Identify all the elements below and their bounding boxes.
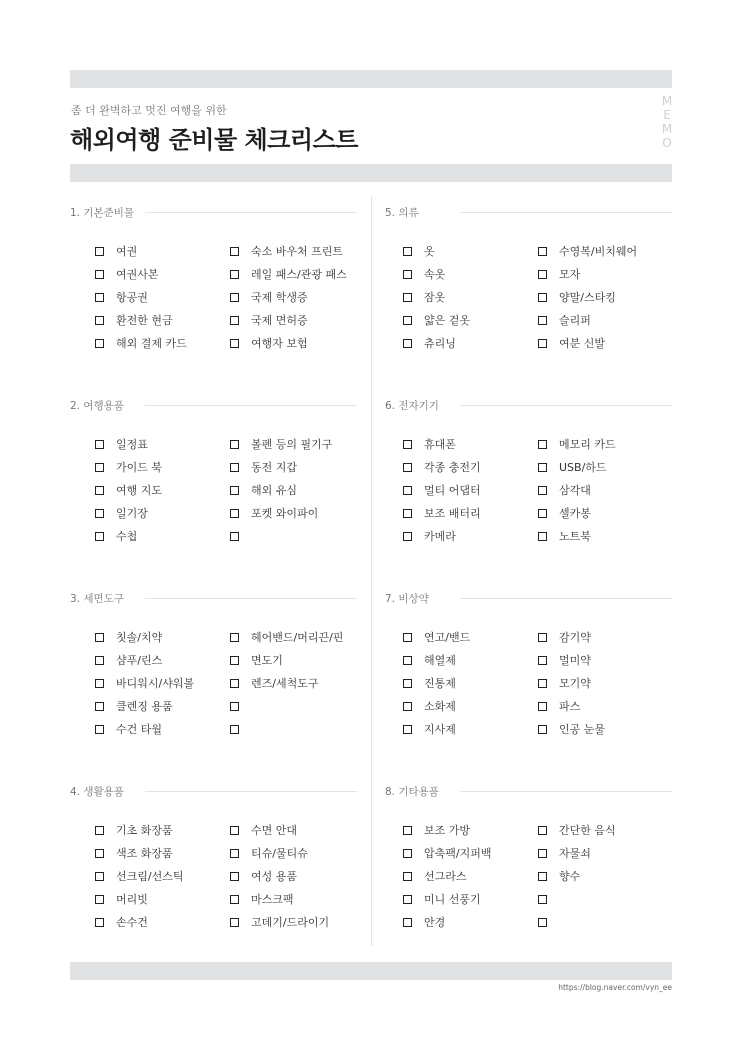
item-label: 인공 눈물 (559, 723, 606, 736)
checklist-item[interactable] (538, 528, 591, 544)
checklist-item[interactable] (403, 629, 470, 645)
item-label: 속옷 (424, 268, 446, 281)
checkbox[interactable] (95, 486, 104, 495)
header-bottom-bar (70, 164, 672, 182)
checkbox[interactable] (95, 702, 104, 711)
checkbox[interactable] (403, 532, 412, 541)
top-bar (70, 70, 672, 88)
checkbox[interactable] (230, 532, 239, 541)
section-3 (70, 593, 357, 778)
checkbox[interactable] (230, 270, 239, 279)
item-label: 얇은 겉옷 (424, 314, 471, 327)
checklist-item[interactable] (538, 312, 591, 328)
checklist-item[interactable] (538, 868, 580, 884)
checklist-item[interactable] (230, 505, 318, 521)
checklist-item[interactable] (538, 459, 607, 475)
item-label: 수건 타월 (116, 723, 163, 736)
item-label: 헤어밴드/머리끈/핀 (251, 631, 344, 644)
checkbox[interactable] (230, 725, 239, 734)
checkbox[interactable] (95, 463, 104, 472)
checkbox[interactable] (538, 872, 547, 881)
checklist-item[interactable] (95, 698, 173, 714)
item-label: 볼펜 등의 필기구 (251, 438, 333, 451)
item-label: 해외 결제 카드 (116, 337, 187, 350)
item-label: 포켓 와이파이 (251, 507, 319, 520)
item-label: 멀티 어댑터 (424, 484, 481, 497)
item-label: 지사제 (424, 723, 456, 736)
checkbox[interactable] (230, 679, 239, 688)
checklist-item[interactable] (230, 436, 332, 452)
checklist-item[interactable] (95, 436, 148, 452)
section-title: 1. 기본준비물 (70, 205, 144, 220)
checklist-item[interactable] (230, 675, 318, 691)
checkbox[interactable] (403, 872, 412, 881)
checkbox[interactable] (403, 849, 412, 858)
checkbox[interactable] (538, 633, 547, 642)
item-label: 자물쇠 (559, 847, 591, 860)
checkbox[interactable] (403, 826, 412, 835)
item-label: 머리빗 (116, 893, 148, 906)
item-label: 레일 패스/관광 패스 (251, 268, 347, 281)
section-7 (385, 593, 672, 778)
checklist-item[interactable] (95, 482, 162, 498)
checkbox[interactable] (230, 849, 239, 858)
checklist-item[interactable] (95, 528, 137, 544)
checkbox[interactable] (538, 725, 547, 734)
checklist-item[interactable] (95, 721, 162, 737)
checkbox[interactable] (538, 509, 547, 518)
checkbox[interactable] (538, 702, 547, 711)
memo-letter: M (661, 122, 673, 136)
checkbox[interactable] (538, 826, 547, 835)
section-rule (145, 791, 357, 792)
item-label: 잠옷 (424, 291, 446, 304)
item-label: 마스크팩 (251, 893, 294, 906)
item-label: USB/하드 (559, 461, 607, 474)
section-1 (70, 207, 357, 392)
checklist-item[interactable] (95, 312, 173, 328)
section-rule (460, 212, 672, 213)
item-label: 티슈/물티슈 (251, 847, 308, 860)
checkbox[interactable] (230, 633, 239, 642)
item-label: 수면 안대 (251, 824, 298, 837)
item-label: 옷 (424, 245, 435, 258)
checklist-item[interactable] (403, 266, 445, 282)
checklist-item[interactable] (230, 822, 297, 838)
checkbox[interactable] (538, 316, 547, 325)
checkbox[interactable] (95, 440, 104, 449)
item-label: 샴푸/린스 (116, 654, 163, 667)
checkbox[interactable] (230, 656, 239, 665)
checkbox[interactable] (230, 247, 239, 256)
item-label: 면도기 (251, 654, 283, 667)
checklist-item[interactable] (403, 243, 435, 259)
section-title: 3. 세면도구 (70, 591, 134, 606)
checklist-item[interactable] (230, 721, 251, 737)
checklist-item[interactable] (538, 266, 580, 282)
checkbox[interactable] (403, 270, 412, 279)
checklist-item[interactable] (403, 335, 456, 351)
checkbox[interactable] (230, 339, 239, 348)
checklist-item[interactable] (230, 266, 347, 282)
checklist-item[interactable] (538, 721, 605, 737)
checklist-item[interactable] (230, 652, 283, 668)
checkbox[interactable] (403, 293, 412, 302)
item-label: 삼각대 (559, 484, 591, 497)
item-label: 미니 선풍기 (424, 893, 481, 906)
item-label: 렌즈/세척도구 (251, 677, 319, 690)
item-label: 노트북 (559, 530, 591, 543)
checkbox[interactable] (230, 486, 239, 495)
item-label: 손수건 (116, 916, 148, 929)
item-label: 여권 (116, 245, 138, 258)
checkbox[interactable] (230, 826, 239, 835)
checklist-item[interactable] (538, 652, 591, 668)
checkbox[interactable] (403, 463, 412, 472)
checklist-item[interactable] (538, 482, 591, 498)
item-label: 숙소 바우처 프린트 (251, 245, 344, 258)
checklist-item[interactable] (538, 243, 637, 259)
checklist-item[interactable] (403, 845, 491, 861)
checklist-item[interactable] (403, 914, 445, 930)
checkbox[interactable] (95, 895, 104, 904)
section-5 (385, 207, 672, 392)
item-label: 항공권 (116, 291, 148, 304)
memo-label (660, 94, 674, 150)
checklist-item[interactable] (230, 459, 297, 475)
checklist-item[interactable] (230, 629, 343, 645)
checklist-item[interactable] (95, 652, 162, 668)
item-label: 해외 유심 (251, 484, 298, 497)
item-label: 해열제 (424, 654, 456, 667)
item-label: 여분 신발 (559, 337, 606, 350)
checkbox[interactable] (403, 702, 412, 711)
item-label: 동전 지갑 (251, 461, 298, 474)
checklist-item[interactable] (95, 266, 159, 282)
checkbox[interactable] (403, 316, 412, 325)
item-label: 선그라스 (424, 870, 467, 883)
checklist-item[interactable] (403, 721, 456, 737)
checkbox[interactable] (538, 463, 547, 472)
section-2 (70, 400, 357, 585)
checklist-item[interactable] (538, 335, 605, 351)
section-rule (460, 598, 672, 599)
item-label: 보조 배터리 (424, 507, 481, 520)
item-label: 감기약 (559, 631, 591, 644)
item-label: 양말/스타킹 (559, 291, 616, 304)
item-label: 안경 (424, 916, 446, 929)
checkbox[interactable] (403, 339, 412, 348)
item-label: 각종 충전기 (424, 461, 481, 474)
checklist-item[interactable] (403, 482, 481, 498)
section-title: 4. 생활용품 (70, 784, 134, 799)
checkbox[interactable] (403, 895, 412, 904)
item-label: 국제 학생증 (251, 291, 308, 304)
item-label: 멀미약 (559, 654, 591, 667)
checkbox[interactable] (538, 679, 547, 688)
checklist-item[interactable] (230, 891, 294, 907)
checkbox[interactable] (95, 849, 104, 858)
checkbox[interactable] (95, 339, 104, 348)
checkbox[interactable] (538, 656, 547, 665)
checklist-item[interactable] (403, 822, 470, 838)
checklist-item[interactable] (538, 629, 591, 645)
checklist-item[interactable] (538, 505, 591, 521)
checkbox[interactable] (403, 918, 412, 927)
checkbox[interactable] (538, 895, 547, 904)
checkbox[interactable] (230, 918, 239, 927)
page-title: 해외여행 준비물 체크리스트 (70, 126, 358, 154)
checklist-item[interactable] (538, 822, 616, 838)
section-title: 7. 비상약 (385, 591, 439, 606)
item-label: 휴대폰 (424, 438, 456, 451)
item-label: 향수 (559, 870, 581, 883)
section-4 (70, 786, 357, 971)
checklist-item[interactable] (403, 868, 467, 884)
item-label: 여행자 보험 (251, 337, 308, 350)
checkbox[interactable] (538, 849, 547, 858)
section-rule (145, 598, 357, 599)
checkbox[interactable] (538, 440, 547, 449)
item-label: 모자 (559, 268, 581, 281)
checkbox[interactable] (95, 725, 104, 734)
checklist-item[interactable] (95, 459, 162, 475)
section-rule (460, 791, 672, 792)
checklist-item[interactable] (95, 914, 148, 930)
checkbox[interactable] (538, 339, 547, 348)
checkbox[interactable] (538, 293, 547, 302)
item-label: 바디워시/샤워볼 (116, 677, 195, 690)
item-label: 보조 가방 (424, 824, 471, 837)
section-title: 8. 기타용품 (385, 784, 449, 799)
checkbox[interactable] (95, 918, 104, 927)
checklist-item[interactable] (230, 845, 308, 861)
checklist-item[interactable] (538, 891, 559, 907)
checklist-item[interactable] (538, 289, 616, 305)
section-title: 6. 전자기기 (385, 398, 449, 413)
memo-letter: O (662, 136, 672, 150)
checklist-item[interactable] (403, 505, 481, 521)
item-label: 일기장 (116, 507, 148, 520)
item-label: 클렌징 용품 (116, 700, 173, 713)
checkbox[interactable] (230, 872, 239, 881)
checkbox[interactable] (95, 316, 104, 325)
item-label: 색조 화장품 (116, 847, 173, 860)
checkbox[interactable] (95, 826, 104, 835)
item-label: 모기약 (559, 677, 591, 690)
item-label: 수첩 (116, 530, 138, 543)
checklist-item[interactable] (538, 914, 559, 930)
checkbox[interactable] (95, 679, 104, 688)
section-6 (385, 400, 672, 585)
checkbox[interactable] (403, 247, 412, 256)
section-rule (145, 212, 357, 213)
checkbox[interactable] (230, 509, 239, 518)
checklist-item[interactable] (403, 289, 445, 305)
checklist-item[interactable] (230, 335, 308, 351)
item-label: 환전한 현금 (116, 314, 173, 327)
checkbox[interactable] (95, 247, 104, 256)
bottom-bar (70, 962, 672, 980)
checklist-item[interactable] (403, 891, 481, 907)
checklist-item[interactable] (403, 675, 456, 691)
checklist-item[interactable] (95, 629, 162, 645)
checklist-item[interactable] (538, 436, 616, 452)
checkbox[interactable] (403, 509, 412, 518)
item-label: 파스 (559, 700, 581, 713)
section-rule (460, 405, 672, 406)
section-title: 2. 여행용품 (70, 398, 134, 413)
item-label: 일정표 (116, 438, 148, 451)
checklist-item[interactable] (95, 891, 148, 907)
item-label: 츄리닝 (424, 337, 456, 350)
checkbox[interactable] (403, 633, 412, 642)
checklist-item[interactable] (538, 698, 580, 714)
item-label: 여권사본 (116, 268, 159, 281)
checkbox[interactable] (230, 316, 239, 325)
checkbox[interactable] (230, 895, 239, 904)
checkbox[interactable] (95, 872, 104, 881)
checklist-item[interactable] (95, 335, 187, 351)
footer-url: https://blog.naver.com/vyn_ee (558, 983, 672, 992)
item-label: 압축팩/지퍼백 (424, 847, 492, 860)
item-label: 수영복/비치웨어 (559, 245, 638, 258)
item-label: 여행 지도 (116, 484, 163, 497)
memo-letter: E (663, 108, 671, 122)
item-label: 소화제 (424, 700, 456, 713)
item-label: 국제 면허증 (251, 314, 308, 327)
checklist-item[interactable] (230, 312, 308, 328)
checklist-item[interactable] (95, 675, 194, 691)
item-label: 셀카봉 (559, 507, 591, 520)
checklist-item[interactable] (403, 528, 456, 544)
checkbox[interactable] (538, 486, 547, 495)
checkbox[interactable] (538, 270, 547, 279)
checklist-item[interactable] (403, 436, 456, 452)
item-label: 카메라 (424, 530, 456, 543)
checkbox[interactable] (403, 440, 412, 449)
checkbox[interactable] (403, 679, 412, 688)
item-label: 간단한 음식 (559, 824, 616, 837)
item-label: 여성 용품 (251, 870, 298, 883)
checklist-item[interactable] (95, 868, 183, 884)
item-label: 진통제 (424, 677, 456, 690)
checklist-item[interactable] (95, 845, 173, 861)
column-divider (371, 196, 372, 946)
checkbox[interactable] (538, 247, 547, 256)
checkbox[interactable] (403, 486, 412, 495)
item-label: 선크림/선스틱 (116, 870, 184, 883)
checklist-item[interactable] (95, 243, 137, 259)
checkbox[interactable] (230, 702, 239, 711)
item-label: 연고/밴드 (424, 631, 471, 644)
section-rule (145, 405, 357, 406)
checklist-item[interactable] (230, 698, 251, 714)
checkbox[interactable] (230, 440, 239, 449)
checkbox[interactable] (95, 656, 104, 665)
checklist-item[interactable] (230, 528, 251, 544)
checklist-item[interactable] (230, 868, 297, 884)
checklist-item[interactable] (95, 505, 148, 521)
checklist-item[interactable] (403, 698, 456, 714)
checklist-item[interactable] (403, 459, 481, 475)
checklist-item[interactable] (230, 289, 308, 305)
checklist-item[interactable] (403, 312, 470, 328)
section-title: 5. 의류 (385, 205, 429, 220)
checklist-item[interactable] (230, 482, 297, 498)
checklist-item[interactable] (403, 652, 456, 668)
item-label: 기초 화장품 (116, 824, 173, 837)
checkbox[interactable] (403, 725, 412, 734)
checklist-item[interactable] (230, 243, 343, 259)
checkbox[interactable] (230, 463, 239, 472)
item-label: 고데기/드라이기 (251, 916, 330, 929)
item-label: 슬리퍼 (559, 314, 591, 327)
checklist-item[interactable] (230, 914, 329, 930)
checkbox[interactable] (95, 509, 104, 518)
checklist-item[interactable] (538, 675, 591, 691)
checklist-item[interactable] (95, 289, 148, 305)
checkbox[interactable] (230, 293, 239, 302)
checkbox[interactable] (95, 532, 104, 541)
checklist-item[interactable] (95, 822, 173, 838)
checklist-item[interactable] (538, 845, 591, 861)
checkbox[interactable] (95, 293, 104, 302)
checkbox[interactable] (95, 270, 104, 279)
subtitle: 좀 더 완벽하고 멋진 여행을 위한 (71, 104, 227, 117)
checkbox[interactable] (538, 532, 547, 541)
checkbox[interactable] (403, 656, 412, 665)
item-label: 가이드 북 (116, 461, 163, 474)
item-label: 칫솔/치약 (116, 631, 163, 644)
checkbox[interactable] (95, 633, 104, 642)
checkbox[interactable] (538, 918, 547, 927)
item-label: 메모리 카드 (559, 438, 616, 451)
section-8 (385, 786, 672, 971)
memo-letter: M (661, 94, 673, 108)
